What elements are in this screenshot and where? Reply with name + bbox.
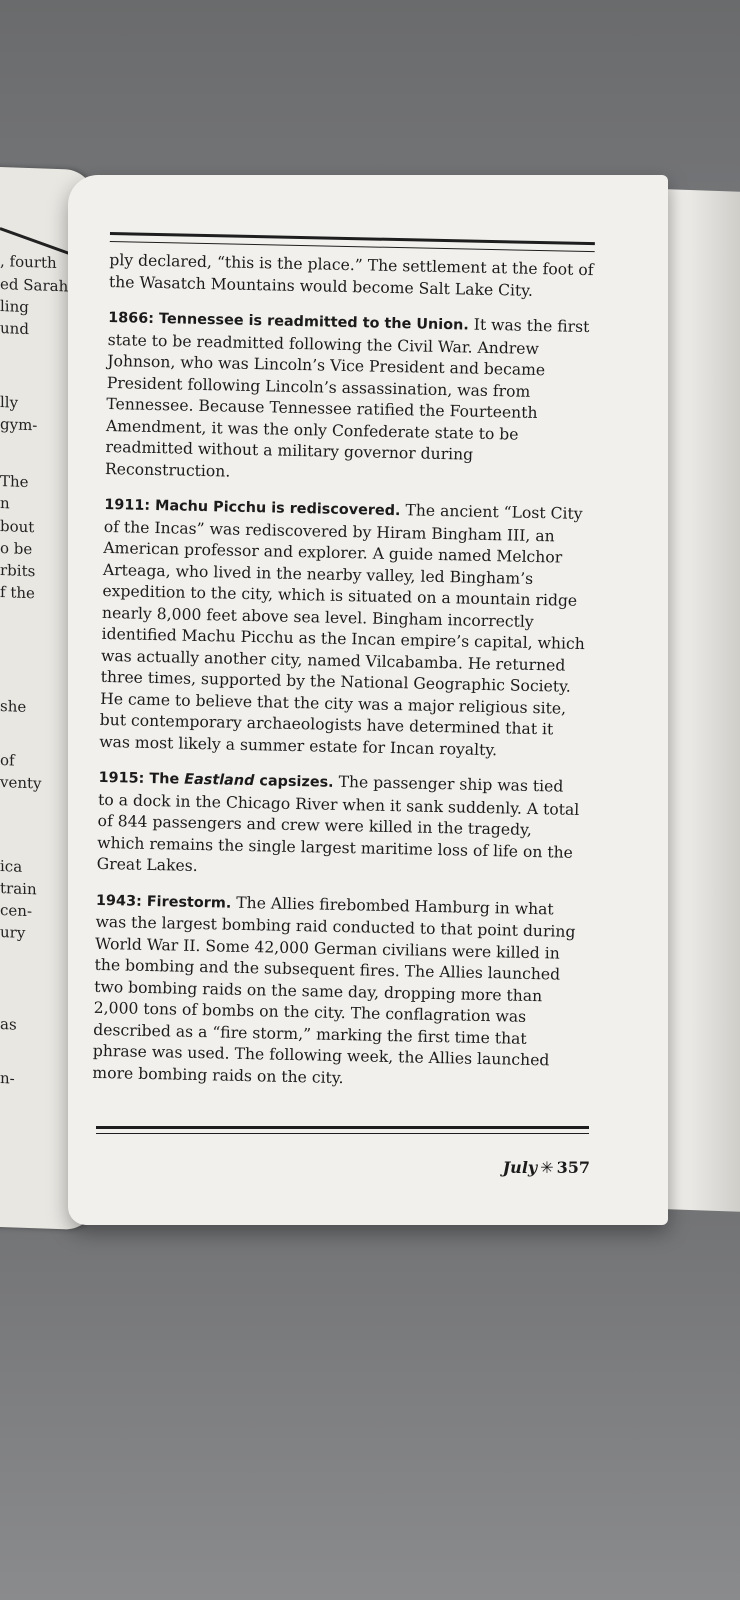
ship-name: Eastland	[184, 771, 255, 790]
left-page-fragment: train	[0, 879, 37, 899]
entry-1915	[97, 767, 584, 886]
intro-paragraph: ply declared, “this is the place.” The settlement at the foot of the Wasatch Mountains would become Salt Lake City.	[108, 250, 594, 300]
left-page-fragment: rbits	[0, 561, 36, 581]
left-page-fragment: The	[0, 472, 29, 492]
entry-1911	[99, 494, 589, 763]
left-page-fragment: she	[0, 697, 27, 716]
left-page-fragment: cen-	[0, 901, 33, 921]
entry-1943	[92, 889, 581, 1094]
background-fabric-bottom	[0, 1200, 740, 1600]
left-page-fragment: n	[0, 494, 10, 513]
asterisk-icon: ✳	[540, 1158, 554, 1177]
left-page-fragment: ica	[0, 857, 23, 876]
entry-text: The passenger ship was tied to a dock in the Chicago River when it sank suddenly. A total of 844 passengers and crew were killed in the tragedy, which remains the single largest maritime loss of life on the Great Lakes.	[96, 772, 580, 875]
left-page-fragment: ury	[0, 923, 26, 942]
left-page-fragment: , fourth	[0, 252, 57, 273]
left-page-fragment: as	[0, 1015, 17, 1034]
entry-text: It was the first state to be readmitted following the Civil War. Andrew Johnson, who was Lincoln’s Vice President and became President following Lincoln’s assassination, was from Tennessee. Because Tennessee ratified the Fourteenth Amendment, it was the only Confederate state to be readmitted without a military governor during Reconstruction.	[104, 315, 590, 481]
entry-heading: 1866: Tennessee is readmitted to the Union.	[108, 309, 469, 334]
left-page-fragment: of	[0, 751, 15, 770]
page-content	[92, 232, 595, 1108]
entry-text: The Allies firebombed Hamburg in what was the largest bombing raid conducted to that point during World War II. Some 42,000 German civilians were killed in the bombing and the subsequent fires. The Allies launched two bombing raids on the same day, dropping more than 2,000 tons of bombs on the city. The conflagration was described as a “fire storm,” marking the first time that phrase was used. The following week, the Allies launched more bombing raids on the city.	[92, 893, 576, 1087]
left-page-fragment: venty	[0, 773, 42, 793]
left-page-fragment: und	[0, 319, 29, 339]
page-number: 357	[556, 1158, 590, 1177]
entry-heading: 1911: Machu Picchu is rediscovered.	[104, 496, 401, 520]
left-page-fragment: f the	[0, 583, 35, 603]
entry-1866	[105, 307, 594, 490]
entry-heading: 1943: Firestorm.	[95, 892, 232, 912]
left-page-fragment: bout	[0, 517, 35, 537]
entry-heading-part: capsizes.	[254, 773, 334, 791]
left-page-fragment: ed Sarah	[0, 275, 69, 296]
left-page-fragment: o be	[0, 539, 33, 559]
left-page-fragment: ling	[0, 297, 29, 317]
left-page-fragment: lly	[0, 393, 19, 412]
folio-month: July	[502, 1158, 538, 1177]
entry-heading	[98, 770, 333, 791]
entry-heading-part: 1915: The	[98, 769, 185, 788]
entry-text: The ancient “Lost City of the Incas” was rediscovered by Hiram Bingham III, an American professor and explorer. A guide named Melchor Arteaga, who lived in the nearby valley, led Bingham’s expedition to the city, which is situated on a mountain ridge nearly 8,000 feet above sea level. Bingham incorrectly identified Machu Picchu as the Incan empire’s capital, which was actually another city, named Vilcabamba. He returned three times, supported by the National Geographic Society. He came to believe that the city was a major religious site, but contemporary archaeologists have determined that it was most likely a summer estate for Incan royalty.	[99, 501, 585, 759]
footer-rule	[96, 1126, 589, 1134]
left-page-fragment: n-	[0, 1069, 15, 1088]
page-folio	[470, 1158, 590, 1177]
left-page-fragment: gym-	[0, 415, 38, 435]
